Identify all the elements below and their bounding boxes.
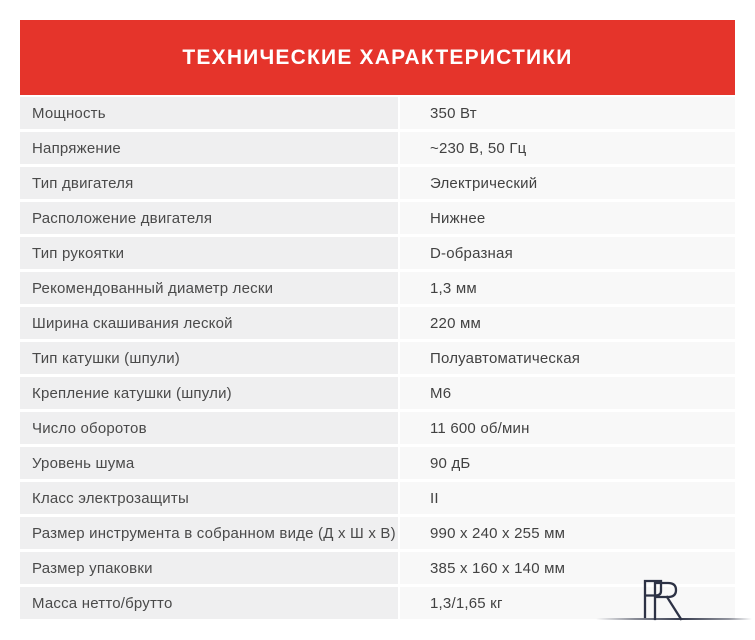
spec-label: Размер упаковки: [32, 559, 153, 577]
spec-label-cell: [20, 377, 398, 409]
spec-value-cell: [400, 202, 735, 234]
spec-value-cell: [400, 342, 735, 374]
page-title: ТЕХНИЧЕСКИЕ ХАРАКТЕРИСТИКИ: [182, 45, 573, 69]
table-row: [20, 342, 735, 374]
spec-value-cell: [400, 132, 735, 164]
spec-value: 90 дБ: [430, 454, 471, 472]
spec-value-cell: [400, 482, 735, 514]
spec-label-cell: [20, 517, 398, 549]
spec-label: Напряжение: [32, 139, 121, 157]
spec-label: Класс электрозащиты: [32, 489, 189, 507]
spec-value: M6: [430, 384, 452, 402]
spec-value-cell: [400, 447, 735, 479]
spec-label-cell: [20, 237, 398, 269]
spec-value-cell: [400, 97, 735, 129]
spec-label: Тип рукоятки: [32, 244, 125, 262]
spec-label-cell: [20, 167, 398, 199]
spec-value: 1,3 мм: [430, 279, 477, 297]
spec-value: Электрический: [430, 174, 538, 192]
table-row: [20, 132, 735, 164]
spec-value: ~230 В, 50 Гц: [430, 139, 527, 157]
spec-label: Мощность: [32, 104, 106, 122]
table-row: [20, 307, 735, 339]
table-row: [20, 377, 735, 409]
spec-table: [20, 97, 735, 622]
spec-value: 350 Вт: [430, 104, 477, 122]
spec-label-cell: [20, 482, 398, 514]
spec-label: Тип двигателя: [32, 174, 134, 192]
spec-label: Ширина скашивания леской: [32, 314, 233, 332]
spec-value-cell: [400, 517, 735, 549]
spec-value: II: [430, 489, 439, 507]
spec-value: 385 x 160 x 140 мм: [430, 559, 566, 577]
spec-value-cell: [400, 412, 735, 444]
table-row: [20, 482, 735, 514]
spec-label: Крепление катушки (шпули): [32, 384, 232, 402]
table-row: [20, 97, 735, 129]
spec-label-cell: [20, 97, 398, 129]
spec-value: D-образная: [430, 244, 513, 262]
spec-label-cell: [20, 552, 398, 584]
spec-value-cell: [400, 167, 735, 199]
spec-value: Нижнее: [430, 209, 486, 227]
table-row: [20, 517, 735, 549]
table-row: [20, 412, 735, 444]
spec-label-cell: [20, 202, 398, 234]
spec-value: Полуавтоматическая: [430, 349, 581, 367]
spec-label: Уровень шума: [32, 454, 135, 472]
table-row: [20, 167, 735, 199]
spec-label-cell: [20, 587, 398, 619]
spec-value: 220 мм: [430, 314, 482, 332]
spec-label-cell: [20, 412, 398, 444]
spec-value-cell: [400, 272, 735, 304]
spec-label: Рекомендованный диаметр лески: [32, 279, 274, 297]
spec-label-cell: [20, 272, 398, 304]
spec-value-cell: [400, 307, 735, 339]
table-row: [20, 447, 735, 479]
spec-label: Расположение двигателя: [32, 209, 213, 227]
spec-label: Тип катушки (шпули): [32, 349, 181, 367]
spec-value: 990 x 240 x 255 мм: [430, 524, 566, 542]
brand-monogram-icon: [638, 578, 690, 622]
table-row: [20, 202, 735, 234]
brand-logo: [596, 576, 754, 626]
spec-label: Число оборотов: [32, 419, 147, 437]
table-row: [20, 272, 735, 304]
spec-label: Масса нетто/брутто: [32, 594, 173, 612]
spec-value: 11 600 об/мин: [430, 419, 530, 437]
section-header: [20, 20, 735, 95]
table-row: [20, 237, 735, 269]
spec-value-cell: [400, 237, 735, 269]
spec-label-cell: [20, 342, 398, 374]
logo-swoosh: [596, 618, 752, 620]
spec-label-cell: [20, 307, 398, 339]
spec-label-cell: [20, 447, 398, 479]
spec-label-cell: [20, 132, 398, 164]
spec-label: Размер инструмента в собранном виде (Д x Ш x В): [32, 524, 396, 542]
spec-value-cell: [400, 377, 735, 409]
spec-value: 1,3/1,65 кг: [430, 594, 503, 612]
